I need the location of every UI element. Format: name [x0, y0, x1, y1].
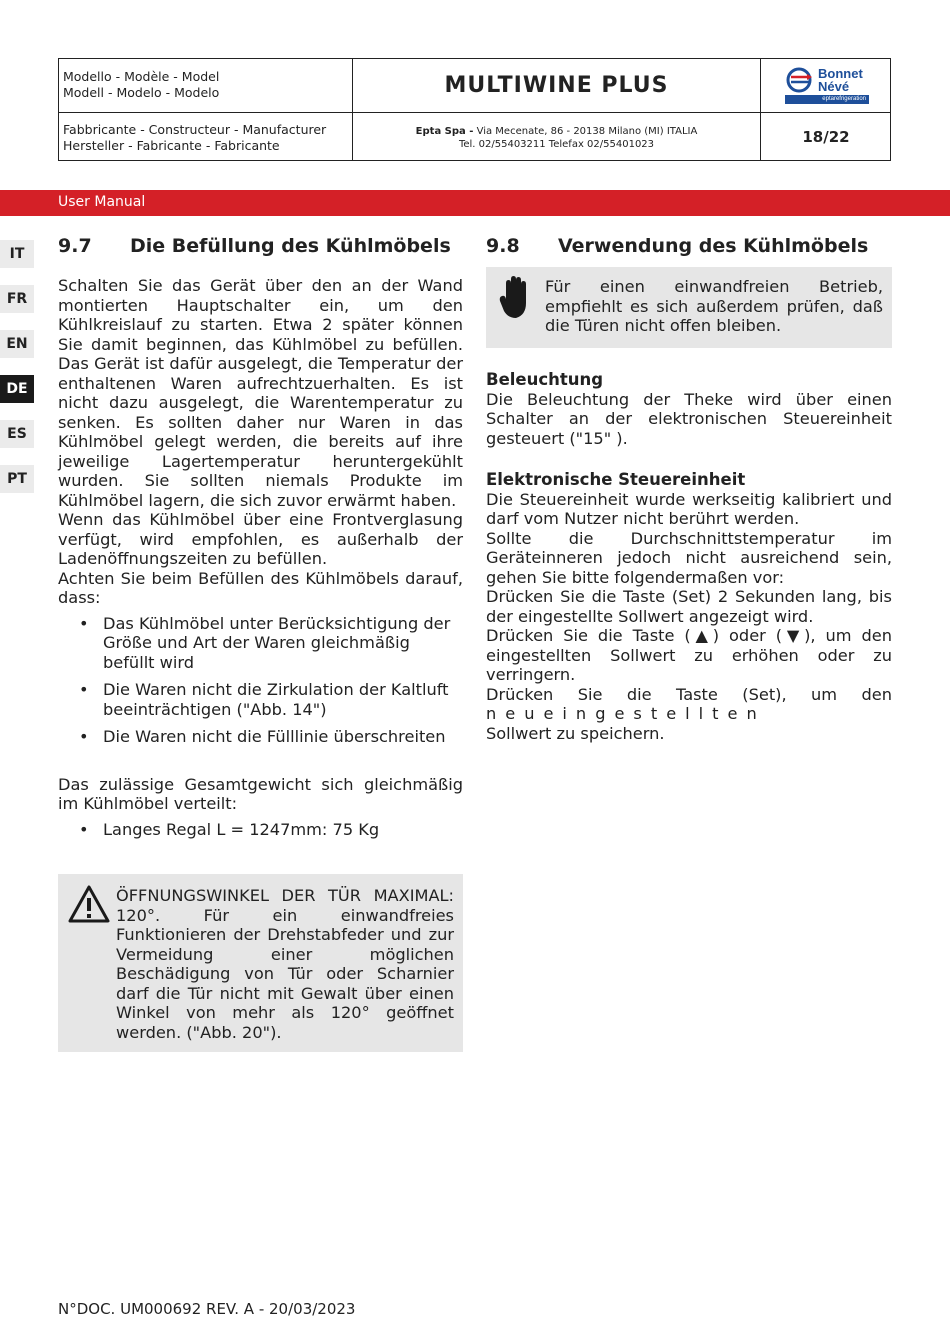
logo-text-line-1: Bonnet — [818, 66, 863, 81]
company-name: Epta Spa - — [415, 126, 474, 137]
subheading-control-unit: Elektronische Steuereinheit — [486, 470, 746, 489]
list-item: • Die Waren nicht die Fülllinie überschreiten — [103, 727, 463, 747]
note-text: Für einen einwandfreien Betrieb, empfiehlt es sich außerdem prüfen, daß die Türen nicht offen bleiben. — [545, 277, 883, 335]
left-column-text — [58, 276, 463, 847]
warning-text: ÖFFNUNGSWINKEL DER TÜR MAXIMAL: 120°. Für ein einwandfreies Funktionieren der Drehstabfeder und zur Vermeidung einer möglichen Beschädigung von Tür oder Scharnier darf die Tür nicht mit Gewalt über einen Winkel von mehr als 120° geöffnet werden. ("Abb. 20"). — [116, 886, 454, 1042]
paragraph: Schalten Sie das Gerät über den an der Wand montierten Hauptschalter ein, um den Kühlkreislauf zu starten. Etwa 2 später können Sie damit beginnen, das Kühlmöbel zu befüllen. Das Gerät ist dafür ausgelegt, die Temperatur der enthaltenen Waren aufrechtzuerhalten. Es ist nicht dazu ausgelegt, die Warentemperatur zu senken. Es sollten daher nur Waren in das Kühlmöbel gelegt werden, die bereits auf ihre jeweilige Lagertemperatur heruntergekühlt wurden. Sie sollten niemals Produkte im Kühlmöbel lagern, die sich zuvor erwärmt haben. — [58, 276, 463, 510]
paragraph: Die Steuereinheit wurde werkseitig kalibriert und darf vom Nutzer nicht berührt werden. — [486, 489, 892, 528]
paragraph: Wenn das Kühlmöbel über eine Frontverglasung verfügt, wird empfohlen, es außerhalb der Ladenöffnungszeiten zu befüllen. — [58, 510, 463, 568]
bonnet-neve-logo-icon — [785, 66, 817, 94]
brand-logo — [761, 59, 891, 112]
manufacturer-address — [353, 113, 760, 161]
phone-text: Tel. 02/55403211 Telefax 02/55401023 — [458, 139, 655, 150]
paragraph: Sollwert zu speichern. — [486, 723, 665, 743]
document-header-table — [58, 58, 891, 161]
list-item: • Langes Regal L = 1247mm: 75 Kg — [103, 820, 463, 840]
model-label — [59, 59, 352, 112]
section-title: Verwendung des Kühlmöbels — [558, 235, 869, 257]
note-box — [486, 267, 892, 348]
lang-tab-de[interactable]: DE — [0, 375, 34, 403]
section-title: Die Befüllung des Kühlmöbels — [130, 235, 451, 257]
lang-tab-pt[interactable]: PT — [0, 465, 34, 493]
list-item: • Die Waren nicht die Zirkulation der Kaltluft beeinträchtigen ("Abb. 14") — [103, 680, 463, 719]
section-number: 9.8 — [486, 235, 520, 257]
address-text: Via Mecenate, 86 - 20138 Milano (MI) ITALIA — [473, 126, 698, 137]
manufacturer-label-line-2: Hersteller - Fabricante - Fabricante — [63, 138, 280, 153]
right-column-text — [486, 370, 892, 743]
paragraph: Drücken Sie die Taste (Set), um den — [486, 684, 892, 704]
hand-stop-icon — [498, 275, 534, 321]
manufacturer-label — [59, 113, 352, 161]
list-item: • Das Kühlmöbel unter Berücksichtigung der Größe und Art der Waren gleichmäßig befüllt wird — [103, 614, 463, 673]
section-number: 9.7 — [58, 235, 92, 257]
model-name: MULTIWINE PLUS — [444, 73, 669, 98]
warning-box — [58, 874, 463, 1052]
paragraph: Die Beleuchtung der Theke wird über einen Schalter an der elektronischen Steuereinheit gesteuert ("15" ). — [486, 389, 892, 448]
paragraph: Sollte die Durchschnittstemperatur im Geräteinneren jedoch nicht ausreichend sein, gehen Sie bitte folgendermaßen vor: — [486, 528, 892, 587]
paragraph: Das zulässige Gesamtgewicht sich gleichmäßig im Kühlmöbel verteilt: — [58, 774, 463, 813]
model-label-line-2: Modell - Modelo - Modelo — [63, 85, 220, 100]
page-number: 18/22 — [802, 128, 850, 146]
section-heading-9-7 — [58, 235, 463, 261]
logo-sub-bar: eptarefrigeration — [785, 95, 869, 104]
lang-tab-en[interactable]: EN — [0, 330, 34, 358]
warning-triangle-icon — [67, 884, 111, 924]
document-footer: N°DOC. UM000692 REV. A - 20/03/2023 — [58, 1300, 356, 1318]
paragraph: Drücken Sie die Taste (Set) 2 Sekunden lang, bis der eingestellte Sollwert angezeigt wird. — [486, 587, 892, 626]
bullet-list — [58, 614, 463, 747]
section-heading-9-8 — [486, 235, 892, 261]
bullet-list — [58, 820, 463, 840]
paragraph: Drücken Sie die Taste (▲) oder (▼), um den eingestellten Sollwert zu erhöhen oder zu verringern. — [486, 626, 892, 684]
lang-tab-es[interactable]: ES — [0, 420, 34, 448]
manufacturer-label-line-1: Fabbricante - Constructeur - Manufacturer — [63, 122, 327, 137]
subheading-lighting: Beleuchtung — [486, 370, 604, 389]
paragraph: Achten Sie beim Befüllen des Kühlmöbels darauf, dass: — [58, 568, 463, 607]
section-band — [0, 190, 950, 216]
model-label-line-1: Modello - Modèle - Model — [63, 69, 220, 84]
lang-tab-it[interactable]: IT — [0, 240, 34, 268]
logo-text-line-2: Névé — [818, 79, 850, 94]
paragraph-spaced: neueingestellten — [486, 704, 766, 723]
band-title: User Manual — [58, 194, 146, 210]
lang-tab-fr[interactable]: FR — [0, 285, 34, 313]
